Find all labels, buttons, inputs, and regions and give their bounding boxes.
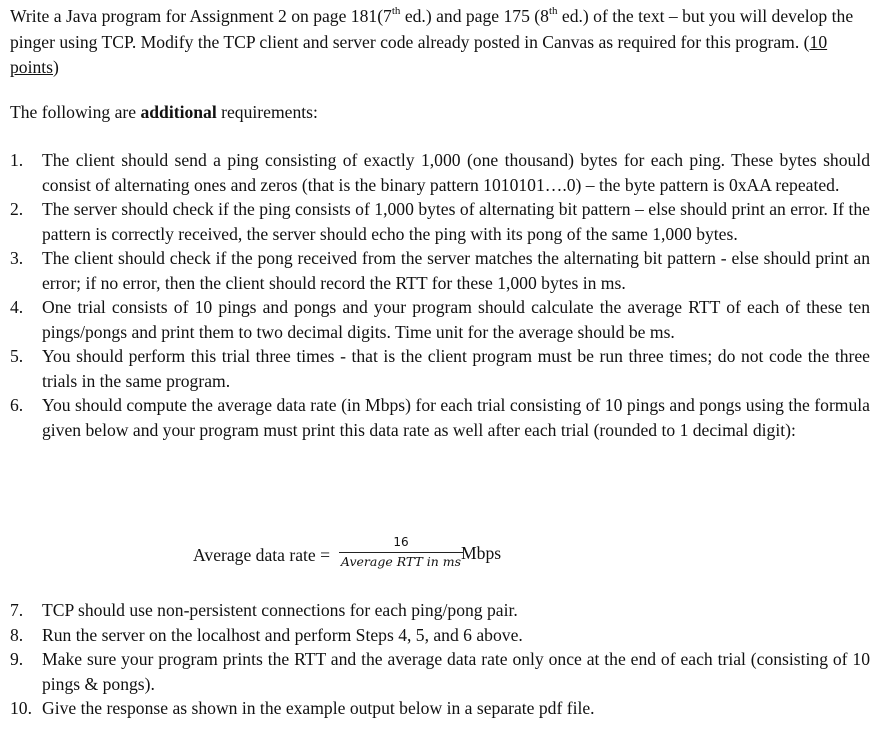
list-item-number: 8. [10, 624, 24, 645]
list-item-number: 9. [10, 649, 24, 669]
requirements-heading [10, 100, 318, 125]
list-item-number: 10. [10, 698, 32, 718]
data-rate-formula [193, 534, 523, 584]
list-item [10, 647, 870, 696]
formula-lhs: Average data rate = [193, 545, 331, 565]
intro-sup-1: th [391, 5, 401, 18]
requirements-list-2 [10, 598, 870, 721]
requirements-list-1 [10, 148, 870, 442]
list-item [10, 696, 870, 721]
points-label: 10 points [10, 31, 828, 77]
heading-text-before: The following are [10, 102, 141, 122]
list-item-text: You should perform this trial three times - that is the client program must be run three times; do not code the three trials in the same program. [42, 346, 870, 391]
list-item-text: The server should check if the ping consists of 1,000 bytes of alternating bit pattern – else should print an error. If the pattern is correctly received, the server should echo the ping with its pong of the same 1,000 bytes. [42, 199, 870, 244]
formula-unit: Mbps [461, 543, 502, 563]
list-item-text: Make sure your program prints the RTT and the average data rate only once at the end of each trial (consisting of 10 pings & pongs). [42, 649, 870, 694]
list-item-number: 2. [10, 199, 24, 219]
list-item-text: TCP should use non-persistent connections for each ping/pong pair. [42, 600, 518, 620]
list-item [10, 246, 870, 295]
list-item-number: 5. [10, 346, 24, 366]
list-item [10, 393, 870, 442]
list-item [10, 598, 870, 623]
list-item-number: 4. [10, 297, 24, 317]
list-item-text: The client should send a ping consisting of exactly 1,000 (one thousand) bytes for each ping. These bytes should consist of alternating ones and zeros (that is the binary pattern 1010101….0) – the byte pattern is 0xAA repeated. [42, 150, 870, 195]
list-item-text: The client should check if the pong received from the server matches the alternating bit pattern - else should print an error; if no error, then the client should record the RTT for these 1,000 bytes in ms. [42, 248, 870, 293]
list-item-text: You should compute the average data rate (in Mbps) for each trial consisting of 10 pings and pongs using the formula given below and your program must print this data rate as well after each trial (rounded to 1 decimal digit): [42, 395, 870, 440]
list-item [10, 148, 870, 197]
heading-bold-word: additional [140, 102, 217, 122]
assignment-intro [10, 4, 870, 81]
list-item-text: One trial consists of 10 pings and pongs and your program should calculate the average RTT of each of these ten pings/pongs and print them to two decimal digits. Time unit for the average should be ms. [42, 297, 870, 342]
list-item [10, 623, 870, 648]
intro-sup-2: th [548, 5, 558, 18]
list-item-number: 7. [10, 600, 24, 620]
list-item-number: 1. [10, 150, 24, 170]
intro-text-3: ed.) of the text – but you will develop the pinger using TCP. Modify the TCP client and server code already posted in Canvas as required for this program. ( [10, 6, 854, 52]
list-item [10, 197, 870, 246]
intro-text-4: ) [53, 57, 59, 77]
list-item-number: 6. [10, 395, 24, 415]
formula-fraction [339, 534, 463, 571]
formula-numerator: 16 [393, 535, 409, 549]
list-item [10, 344, 870, 393]
list-item [10, 295, 870, 344]
heading-text-after: requirements: [216, 102, 318, 122]
formula-denominator: Average RTT in ms [340, 554, 462, 569]
intro-text-1: Write a Java program for Assignment 2 on page 181(7 [10, 6, 392, 26]
list-item-text: Run the server on the localhost and perform Steps 4, 5, and 6 above. [42, 624, 523, 645]
intro-text-2: ed.) and page 175 (8 [400, 6, 549, 26]
list-item-number: 3. [10, 248, 24, 268]
list-item-text: Give the response as shown in the example output below in a separate pdf file. [42, 698, 595, 718]
